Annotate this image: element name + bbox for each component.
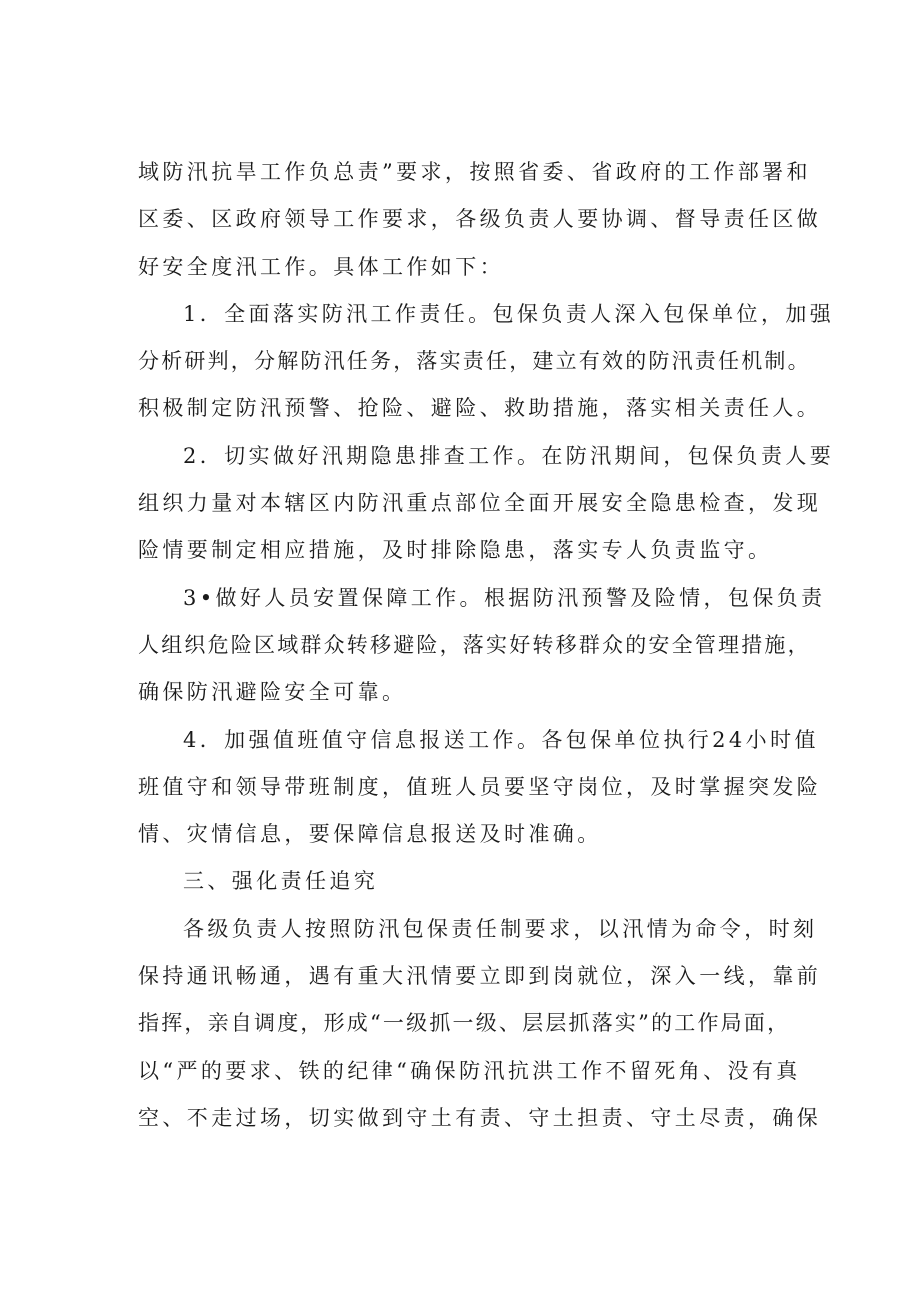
text-line: 区委、区政府领导工作要求，各级负责人要协调、督导责任区做 <box>138 207 822 232</box>
numbered-item-heading: 2．切实做好汛期隐患排查工作。在防汛期间，包保负责人要 <box>183 443 835 468</box>
text-line: 空、不走过场，切实做到守土有责、守土担责、守土尽责，确保 <box>138 1105 822 1130</box>
text-line: 班值守和领导带班制度，值班人员要坚守岗位，及时掌握突发险 <box>138 774 822 799</box>
numbered-item-heading: 4．加强值班值守信息报送工作。各包保单位执行24小时值 <box>183 727 819 752</box>
text-line: 各级负责人按照防汛包保责任制要求，以汛情为命令，时刻 <box>183 916 818 941</box>
text-line: 人组织危险区域群众转移避险，落实好转移群众的安全管理措施， <box>138 632 811 657</box>
text-line: 以“严的要求、铁的纪律“确保防汛抗洪工作不留死角、没有真 <box>138 1058 801 1083</box>
text-line: 好安全度汛工作。具体工作如下： <box>138 254 504 279</box>
text-line: 域防汛抗旱工作负总责”要求，按照省委、省政府的工作部署和 <box>138 160 811 184</box>
text-line: 险情要制定相应措施，及时排除隐患，落实专人负责监守。 <box>138 538 773 563</box>
text-line: 积极制定防汛预警、抢险、避险、救助措施，落实相关责任人。 <box>138 396 822 421</box>
text-line: 情、灾情信息，要保障信息报送及时准确。 <box>138 822 602 847</box>
text-line: 组织力量对本辖区内防汛重点部位全面开展安全隐患检查，发现 <box>138 491 822 516</box>
text-line: 确保防汛避险安全可靠。 <box>138 680 407 705</box>
section-heading: 三、强化责任追究 <box>183 869 379 894</box>
numbered-item-heading: 1．全面落实防汛工作责任。包保负责人深入包保单位，加强 <box>183 301 835 326</box>
document-body <box>138 149 835 1142</box>
text-line: 分析研判，分解防汛任务，落实责任，建立有效的防汛责任机制。 <box>138 349 811 374</box>
text-line: 保持通讯畅通，遇有重大汛情要立即到岗就位，深入一线，靠前 <box>138 964 822 989</box>
text-line: 指挥，亲自调度，形成“一级抓一级、层层抓落实”的工作局面， <box>138 1011 791 1036</box>
numbered-item-heading: 3•做好人员安置保障工作。根据防汛预警及险情，包保负责 <box>183 585 826 610</box>
